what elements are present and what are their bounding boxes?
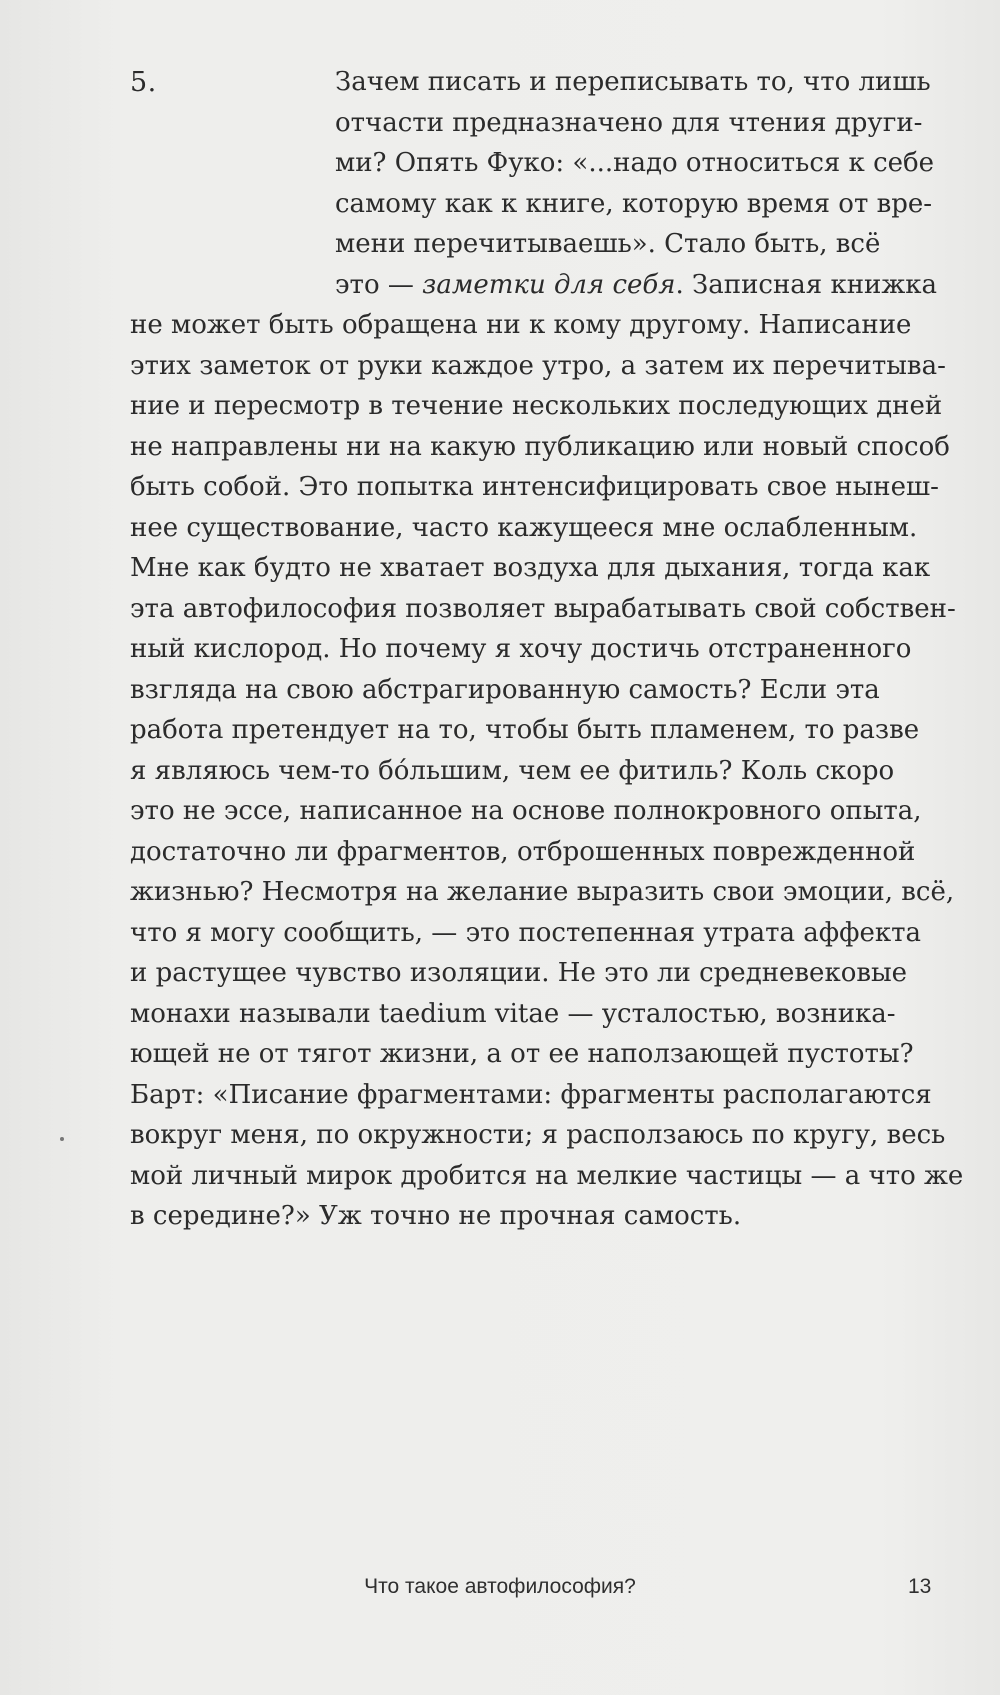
text-line xyxy=(130,994,930,1035)
running-footer-title: Что такое автофилософия? xyxy=(364,1575,636,1598)
section-number: 5. xyxy=(130,67,157,98)
text-line-content: Мне как будто не хватает воздуха для дыхания, тогда как xyxy=(130,553,931,583)
text-line-content: достаточно ли фрагментов, отброшенных поврежденной xyxy=(130,836,916,867)
text-line xyxy=(130,62,930,103)
text-line-content: нее существование, часто кажущееся мне ослабленным. xyxy=(130,512,918,543)
text-line-content: и растущее чувство изоляции. Не это ли средневековые xyxy=(130,958,908,988)
text-line-content: Зачем писать и переписывать то, что лишь xyxy=(335,67,931,97)
text-line xyxy=(130,265,938,306)
text-line xyxy=(130,548,930,589)
text-line-continuation: . Записная книжка xyxy=(675,269,938,300)
text-line xyxy=(130,953,930,994)
text-line xyxy=(130,184,933,225)
text-line xyxy=(130,589,956,630)
text-line xyxy=(130,629,930,670)
text-line xyxy=(130,346,946,387)
text-line-content: ние и пересмотр в течение нескольких последующих дней xyxy=(130,391,943,421)
text-line xyxy=(130,427,950,468)
text-line xyxy=(130,386,943,427)
text-line xyxy=(130,1075,930,1116)
text-line xyxy=(130,670,930,711)
text-line xyxy=(130,1196,930,1237)
text-line-content: Барт: «Писание фрагментами: фрагменты располагаются xyxy=(130,1079,932,1110)
text-line-content: я являюсь чем-то бóльшим, чем ее фитиль? Коль скоро xyxy=(130,755,895,786)
text-line xyxy=(130,508,930,549)
text-line-content: что я могу сообщить, — это постепенная утрата аффекта xyxy=(130,917,921,948)
text-line-content: монахи называли taedium vitae — усталостью, возника- xyxy=(130,998,896,1029)
text-line-content: мени перечитываешь». Стало быть, всё xyxy=(335,229,881,259)
text-line-content: работа претендует на то, чтобы быть пламенем, то разве xyxy=(130,715,920,745)
text-line-content: мой личный мирок дробится на мелкие частицы — а что же xyxy=(130,1160,964,1191)
text-line xyxy=(130,872,955,913)
text-line-content: самому как к книге, которую время от вре- xyxy=(335,188,933,219)
paper-speck xyxy=(60,1137,64,1141)
text-line-content: эта автофилософия позволяет вырабатывать свой собствен- xyxy=(130,593,956,624)
text-line xyxy=(130,832,930,873)
text-line-content: быть собой. Это попытка интенсифицировать свое нынеш- xyxy=(130,472,939,502)
text-line-content: отчасти предназначено для чтения други- xyxy=(335,107,923,138)
text-line-content: ющей не от тягот жизни, а от ее наползающей пустоты? xyxy=(130,1039,914,1069)
text-line-content: в середине?» Уж точно не прочная самость. xyxy=(130,1201,742,1231)
text-line-content: ный кислород. Но почему я хочу достичь отстраненного xyxy=(130,634,912,664)
text-line-content: не может быть обращена ни к кому другому. Написание xyxy=(130,310,912,340)
body-paragraph xyxy=(130,62,964,1237)
text-line xyxy=(130,1034,930,1075)
text-line xyxy=(130,224,930,265)
text-line xyxy=(130,751,930,792)
text-line xyxy=(130,103,930,144)
italic-phrase: заметки для себя xyxy=(422,269,676,300)
text-line-content: это не эссе, написанное на основе полнокровного опыта, xyxy=(130,796,922,826)
text-line xyxy=(130,1156,964,1197)
text-line-content: вокруг меня, по окружности; я расползаюсь по кругу, весь xyxy=(130,1120,946,1150)
text-line-content: взгляда на свою абстрагированную самость? Если эта xyxy=(130,674,880,705)
text-line-content: этих заметок от руки каждое утро, а затем их перечитыва- xyxy=(130,350,946,381)
text-line xyxy=(130,467,939,508)
text-line xyxy=(130,791,930,832)
text-line xyxy=(130,710,930,751)
text-line-content: ми? Опять Фуко: «...надо относиться к себе xyxy=(335,148,935,178)
page-number: 13 xyxy=(908,1575,932,1598)
text-line xyxy=(130,1115,946,1156)
text-line xyxy=(130,913,930,954)
text-line-content: это — xyxy=(335,269,423,300)
text-line xyxy=(130,143,935,184)
text-line-content: жизнью? Несмотря на желание выразить свои эмоции, всё, xyxy=(130,877,955,907)
text-line xyxy=(130,305,930,346)
text-line-content: не направлены ни на какую публикацию или новый способ xyxy=(130,431,950,462)
